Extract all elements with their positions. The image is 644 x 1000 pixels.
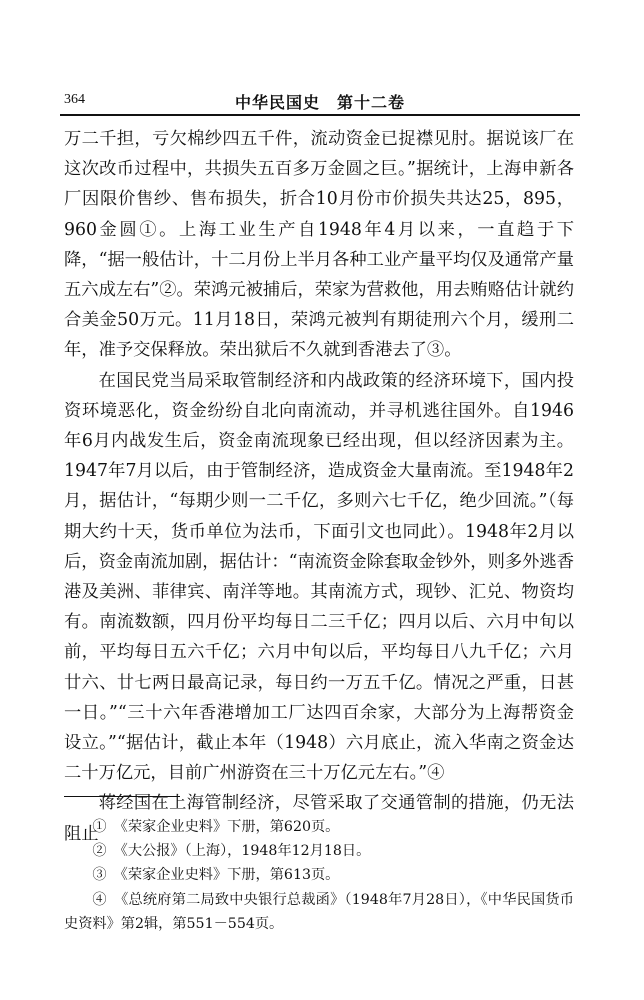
header-rule	[60, 114, 580, 116]
paragraph: 蒋经国在上海管制经济，尽管采取了交通管制的措施，仍无法阻止	[64, 793, 574, 844]
footnote-rule	[64, 796, 180, 797]
footnote: ③ 《荣家企业史料》下册，第613页。	[92, 867, 340, 884]
paragraph: 在国民党当局采取管制经济和内战政策的经济环境下，国内投资环境恶化，资金纷纷自北向南流动，并寻机逃往国外。自1946年6月内战发生后，资金南流现象已经出现，但以经济因素为主。1947年7月以后，由于管制经济，造成资金大量南流。至1948年2月，据估计，“每期少则一二千亿，多则六七千亿，绝少回流。”（每期大约十天，货币单位为法币，下面引文也同此）。1948年2月以后，资金南流加剧，据估计：“南流资金除套取金钞外，则多外逃香港及美洲、菲律宾、南洋等地。其南流方式，现钞、汇兑、物资均有。南流数额，四月份平均每日二三千亿；四月以后、六月中旬以前，平均每日五六千亿；六月中旬以后，平均每日八九千亿；六月廿六、廿七两日最高记录，每日约一万五千亿。情况之严重，日甚一日。”“三十六年香港增加工厂达四百余家，大部分为上海帮资金设立。”“据估计，截止本年（1948）六月底止，流入华南之资金达二十万亿元，目前广州游资在三十万亿元左右。”④	[64, 370, 574, 784]
paragraph-continued: 万二千担，亏欠棉纱四五千件，流动资金已捉襟见肘。据说该厂在这次改币过程中，共损失五百多万金圆之巨。”据统计，上海申新各厂因限价售纱、售布损失，折合10月份市价损失共达25，895，960金圆①。上海工业生产自1948年4月以来，一直趋于下降，“据一般估计，十二月份上半月各种工业产量平均仅及通常产量五六成左右”②。荣鸿元被捕后，荣家为营救他，用去贿赂估计就约合美金50万元。11月18日，荣鸿元被判有期徒刑六个月，缓刑二年，准予交保释放。荣出狱后不久就到香港去了③。	[64, 129, 574, 361]
page-header	[60, 84, 580, 110]
footnote: ④ 《总统府第二局致中央银行总裁函》（1948年7月28日），《中华民国货币史资料》第2辑，第551－554页。	[64, 891, 574, 932]
body-text	[64, 124, 574, 849]
running-title: 中华民国史 第十二卷	[234, 93, 405, 112]
footnote: ① 《荣家企业史料》下册，第620页。	[92, 819, 340, 835]
footnotes	[64, 815, 574, 936]
page-number: 364	[64, 92, 85, 107]
footnote: ② 《大公报》（上海），1948年12月18日。	[92, 843, 371, 860]
